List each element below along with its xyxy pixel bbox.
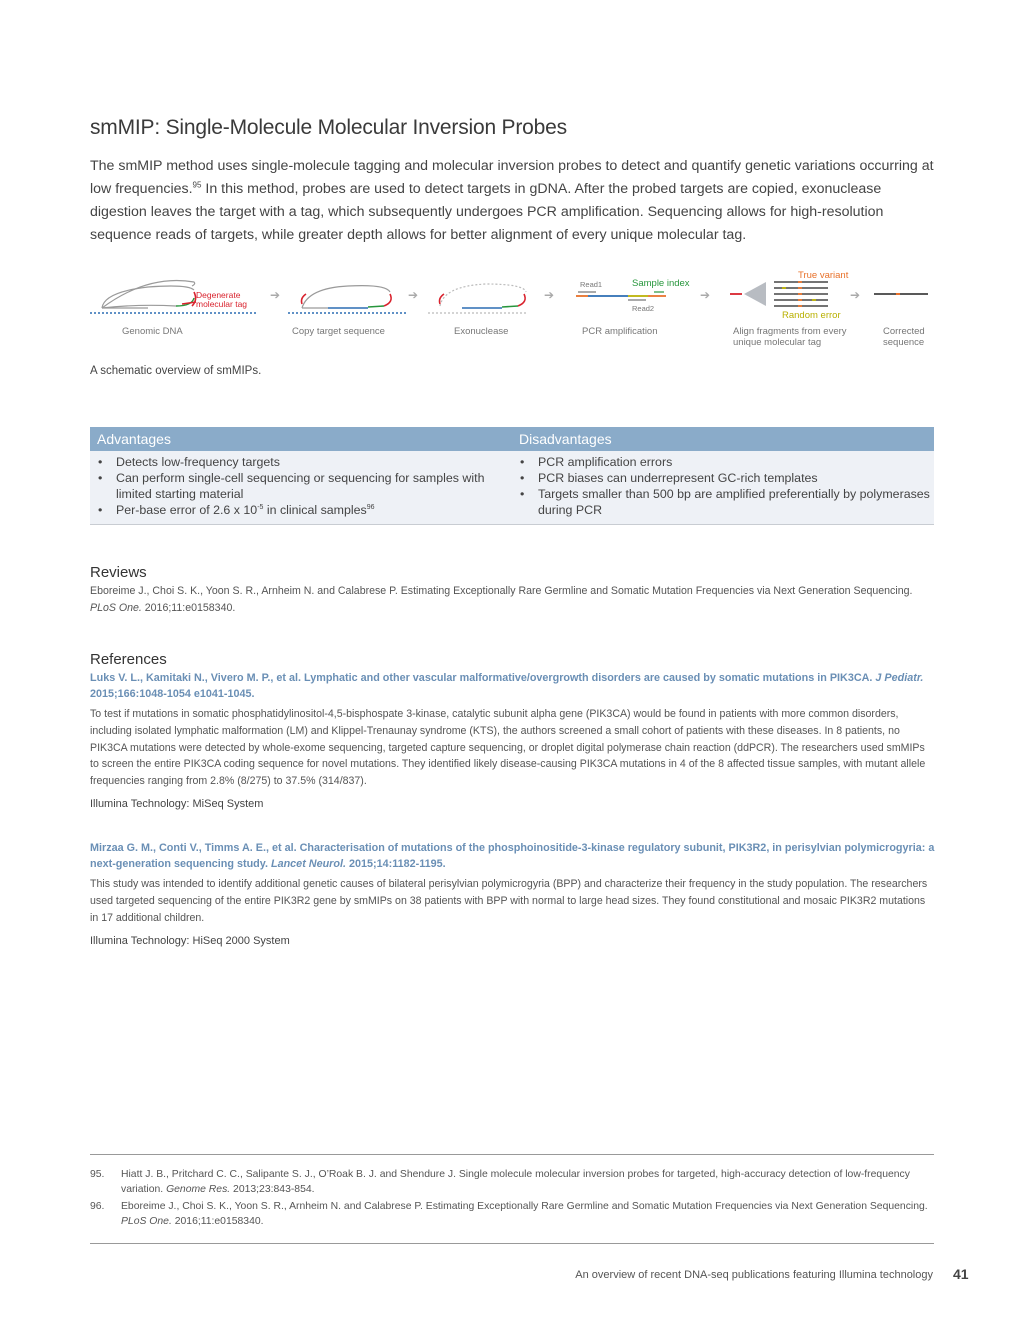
disadvantages-header: Disadvantages (519, 431, 612, 447)
arrow-3-icon: ➔ (544, 288, 555, 302)
fn95-journal: Genome Res. (166, 1184, 231, 1195)
review-journal: PLoS One. (90, 602, 142, 614)
sample-index-label: Sample index (632, 278, 690, 289)
page-number: 41 (953, 1266, 969, 1282)
label-pcr: PCR amplification (582, 326, 658, 337)
footnote-96-text (121, 1199, 936, 1229)
arrow-1-icon: ➔ (270, 288, 281, 302)
reviews-heading: Reviews (90, 564, 147, 581)
intro-text-1: The smMIP method uses single-molecule tagging and molecular inversion probes to detect and quantify genetic variations occurring at low frequencies. (90, 158, 934, 197)
disadvantage-item: • PCR biases can underrepresent GC-rich templates (512, 470, 934, 486)
arrow-4-icon: ➔ (700, 288, 711, 302)
fn96-journal: PLoS One. (121, 1216, 172, 1227)
page-title: smMIP: Single-Molecule Molecular Inversion Probes (90, 116, 567, 139)
stage-corrected (874, 294, 928, 348)
review-citation (90, 583, 936, 617)
degenerate-label-2: molecular tag (196, 299, 248, 309)
smmip-schematic (88, 262, 938, 357)
label-genomic-dna: Genomic DNA (122, 326, 183, 337)
intro-paragraph (90, 155, 936, 247)
review-text-b: 2016;11:e0158340. (141, 602, 236, 614)
disadvantage-item: • PCR amplification errors (512, 454, 934, 470)
stage-copy-target (288, 286, 406, 337)
stage-pcr (576, 278, 690, 337)
footnote-95-number: 95. (90, 1169, 105, 1180)
table-body (90, 451, 934, 525)
ref2-journal: Lancet Neurol. (270, 858, 346, 870)
disadvantages-column (512, 454, 934, 518)
advantage-item: • Detects low-frequency targets (90, 454, 512, 470)
adv3-citation: 96 (366, 503, 375, 511)
stage-align (730, 270, 849, 348)
footnote-96-number: 96. (90, 1201, 105, 1212)
footer-divider (90, 1243, 934, 1244)
stage-genomic-dna (90, 280, 258, 337)
pros-cons-table (90, 427, 934, 525)
advantages-header: Advantages (97, 431, 171, 447)
true-variant-label: True variant (798, 270, 849, 281)
reference-1-summary: To test if mutations in somatic phosphatidylinositol-4,5-bisphospate 3-kinase, catalytic subunit alpha gene (PIK3CA) would be found in patients with more common disorders, including isolated lymphatic malformation (LM) and Klippel-Trenaunay syndrome (KTS), the authors screened a small cohort of patients with these diseases. In 8 patients, no PIK3CA mutations were detected by whole-exome sequencing, targeted capture sequencing, or droplet digital polymerase chain reaction (ddPCR). The researchers used smMIPs to screen the entire PIK3CA coding sequence for novel mutations. They identified likely disease-causing PIK3CA mutations in 4 of the 8 affected tissue samples, with mutant allele frequencies ranging from 2.8% (8/275) to 37.5% (314/837). (90, 708, 926, 788)
fn96-text-a: Eboreime J., Choi S. K., Yoon S. R., Arnheim N. and Calabrese P. Estimating Exceptionally Rare Germline and Somatic Mutation Frequencies via Next Generation Sequencing. (121, 1201, 928, 1212)
figure-caption: A schematic overview of smMIPs. (90, 365, 262, 377)
reference-1-technology: Illumina Technology: MiSeq System (90, 798, 264, 810)
intro-citation: 95 (192, 180, 202, 190)
reference-1-title[interactable] (90, 670, 936, 702)
ref1-title-a: Luks V. L., Kamitaki N., Vivero M. P., et al. Lymphatic and other vascular malformative/overgrowth disorders are caused by somatic mutations in PIK3CA. (90, 672, 876, 684)
fn95-text-b: 2013;23:843-854. (230, 1184, 315, 1195)
footnote-95 (90, 1167, 936, 1197)
references-heading: References (90, 651, 167, 668)
table-header (90, 427, 934, 451)
advantages-column (90, 454, 512, 518)
reference-2-title[interactable] (90, 840, 936, 872)
label-corrected-1: Corrected (883, 326, 925, 337)
adv3-exponent: -5 (257, 503, 264, 511)
label-corrected-2: sequence (883, 337, 925, 348)
advantage-item (90, 502, 512, 518)
arrow-5-icon: ➔ (850, 288, 861, 302)
fn96-text-b: 2016;11:e0158340. (171, 1216, 264, 1227)
ref1-title-b: 2015;166:1048-1054 e1041-1045. (90, 688, 255, 700)
footnote-divider (90, 1154, 934, 1155)
advantage-item: • Can perform single-cell sequencing or sequencing for samples with limited starting material (90, 470, 512, 502)
footnote-96 (90, 1199, 936, 1229)
adv3-text-a: Per-base error of 2.6 x 10 (116, 503, 258, 517)
footnote-95-text (121, 1167, 936, 1197)
read1-label: Read1 (580, 280, 603, 289)
fn95-text-a: Hiatt J. B., Pritchard C. C., Salipante S. J., O’Roak B. J. and Shendure J. Single molecule molecular inversion probes for targeted, high-accuracy detection of low-frequency variation. (121, 1169, 910, 1195)
degenerate-label-1: Degenerate (196, 290, 241, 300)
label-align-1: Align fragments from every (733, 326, 847, 337)
disadvantage-item: • Targets smaller than 500 bp are amplified preferentially by polymerases during PCR (512, 486, 934, 518)
label-exonuclease: Exonuclease (454, 326, 509, 337)
footer-text: An overview of recent DNA-seq publications featuring Illumina technology (575, 1269, 933, 1281)
read2-label: Read2 (632, 304, 655, 313)
reference-2-summary: This study was intended to identify additional genetic causes of bilateral perisylvian polymicrogyria (BPP) and characterize their frequency in the study population. The researchers used targeted sequencing of the entire PIK3R2 gene by smMIPs on 38 patients with BPP with normal to large head sizes. They found constitutional and mosaic PIK3R2 mutations in 17 additional children. (90, 878, 928, 924)
review-text-a: Eboreime J., Choi S. K., Yoon S. R., Arnheim N. and Calabrese P. Estimating Exceptionally Rare Germline and Somatic Mutation Frequencies via Next Generation Sequencing. (90, 585, 913, 597)
stage-exonuclease (428, 284, 528, 337)
label-copy-target: Copy target sequence (292, 326, 385, 337)
reference-2-technology: Illumina Technology: HiSeq 2000 System (90, 935, 290, 947)
label-align-2: unique molecular tag (733, 337, 822, 348)
ref1-journal: J Pediatr. (875, 672, 924, 684)
arrow-2-icon: ➔ (408, 288, 419, 302)
random-error-label: Random error (782, 310, 841, 321)
adv3-text-b: in clinical samples (263, 503, 367, 517)
ref2-title-a: Mirzaa G. M., Conti V., Timms A. E., et al. Characterisation of mutations of the phosphoinositide-3-kinase regulatory subunit, PIK3R2, in perisylvian polymicrogyria: a next-generation sequencing study. (90, 842, 935, 870)
ref2-title-b: 2015;14:1182-1195. (345, 858, 446, 870)
intro-text-2: In this method, probes are used to detect targets in gDNA. After the probed targets are copied, exonuclease digestion leaves the target with a tag, which subsequently undergoes PCR amplification. Sequencing allows for high-resolution sequence reads of targets, while greater depth allows for better alignment of every unique molecular tag. (90, 181, 884, 243)
